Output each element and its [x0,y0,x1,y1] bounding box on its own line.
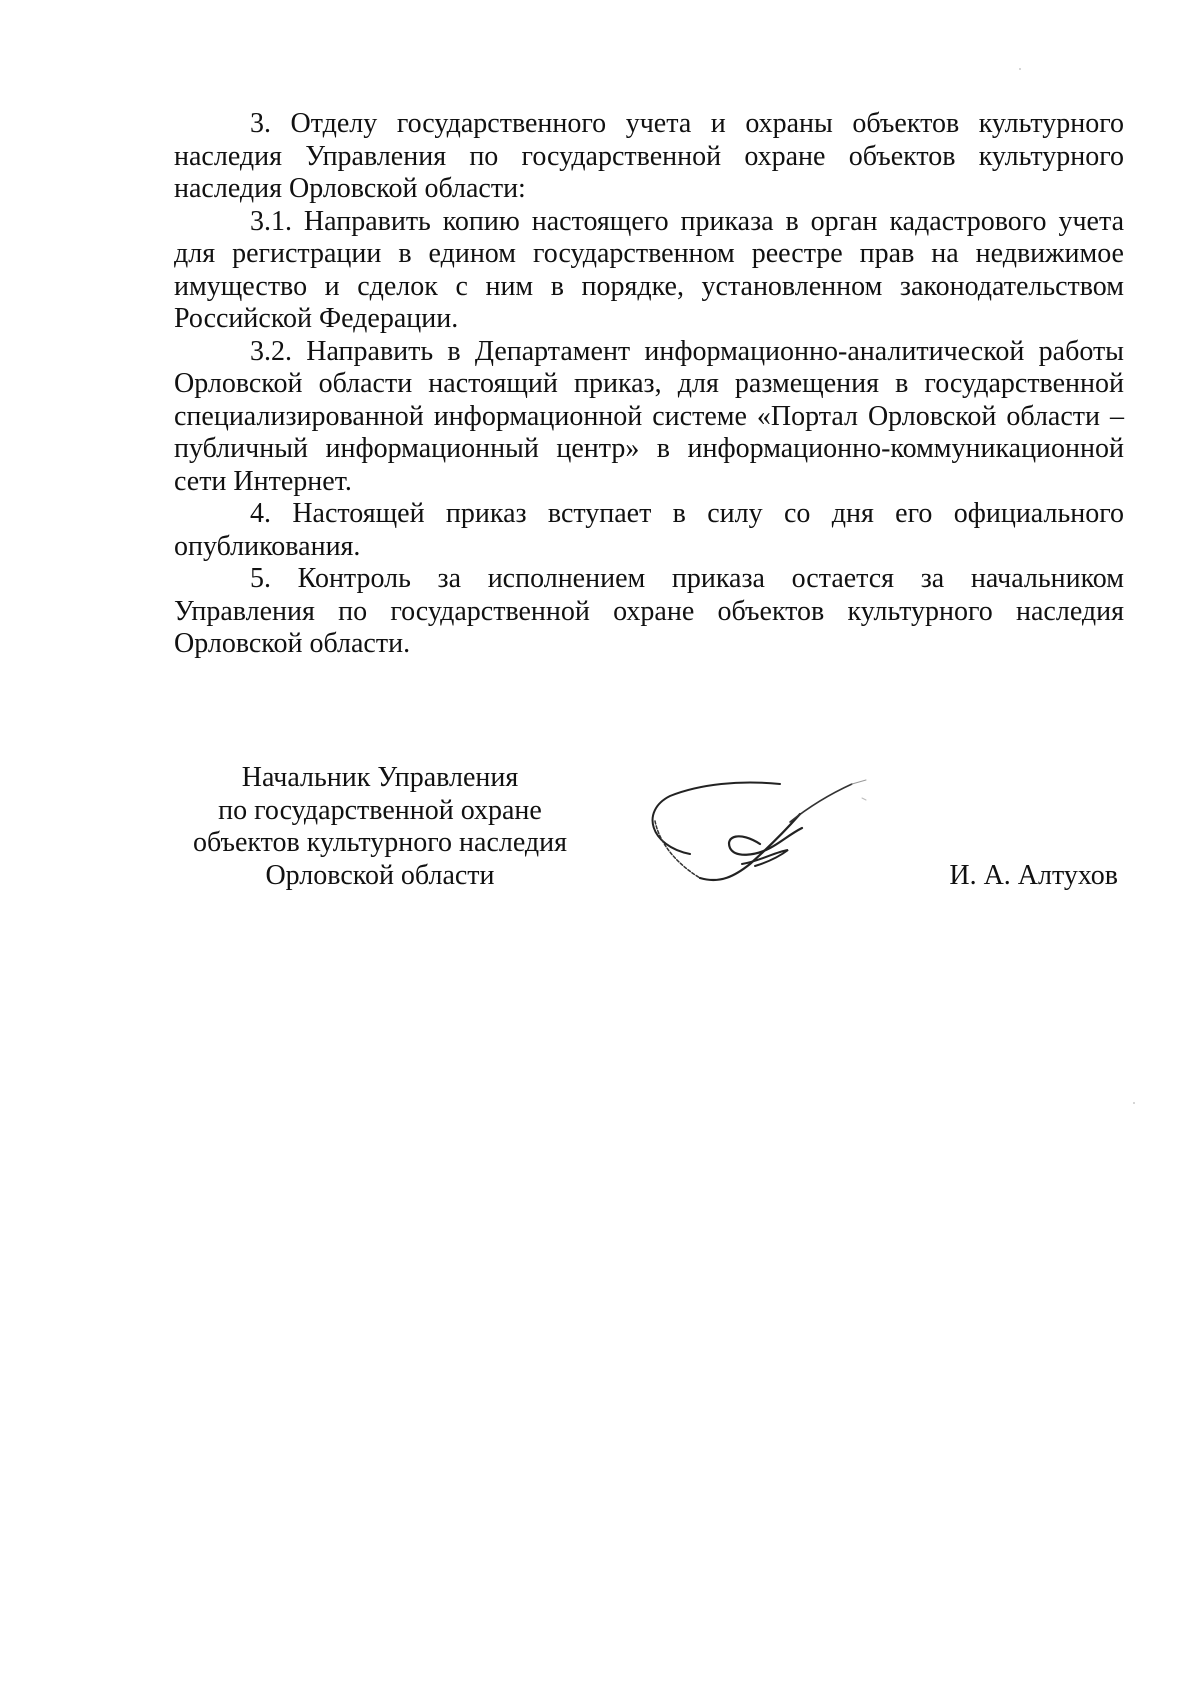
signatory-title-line: объектов культурного наследия [192,827,568,858]
scan-speck [1133,1102,1135,1104]
signatory-title-line: Начальник Управления [241,762,519,793]
paragraph-5: 5. Контроль за исполнением приказа остается за начальником Управления по государственной охране объектов культурного наследия Орловской области. [174,563,1124,659]
signatory-title-line: Орловской области [265,859,495,891]
handwritten-signature [630,776,880,896]
document-body [174,108,1124,661]
paragraph-4: 4. Настоящей приказ вступает в силу со дня его официального опубликования. [174,498,1124,562]
signatory-name: И. А. Алтухов [949,860,1118,891]
paragraph-3-2: 3.2. Направить в Департамент информационно-аналитической работы Орловской области настоящий приказ, для размещения в государственной специализированной информационной системе «Портал Орловской области – публичный информационный центр» в информационно-коммуникационной сети Интернет. [174,335,1124,497]
signature-block [0,762,1200,902]
paragraph-3: 3. Отделу государственного учета и охраны объектов культурного наследия Управления по государственной охране объектов культурного наследия Орловской области: [174,108,1124,204]
paragraph-3-1: 3.1. Направить копию настоящего приказа в орган кадастрового учета для регистрации в едином государственном реестре прав на недвижимое имущество и сделок с ним в порядке, установленном законодательством Российской Федерации. [174,205,1124,334]
signatory-title-line: по государственной охране [218,794,542,826]
scan-speck [1019,68,1021,70]
signatory-title [180,762,580,892]
